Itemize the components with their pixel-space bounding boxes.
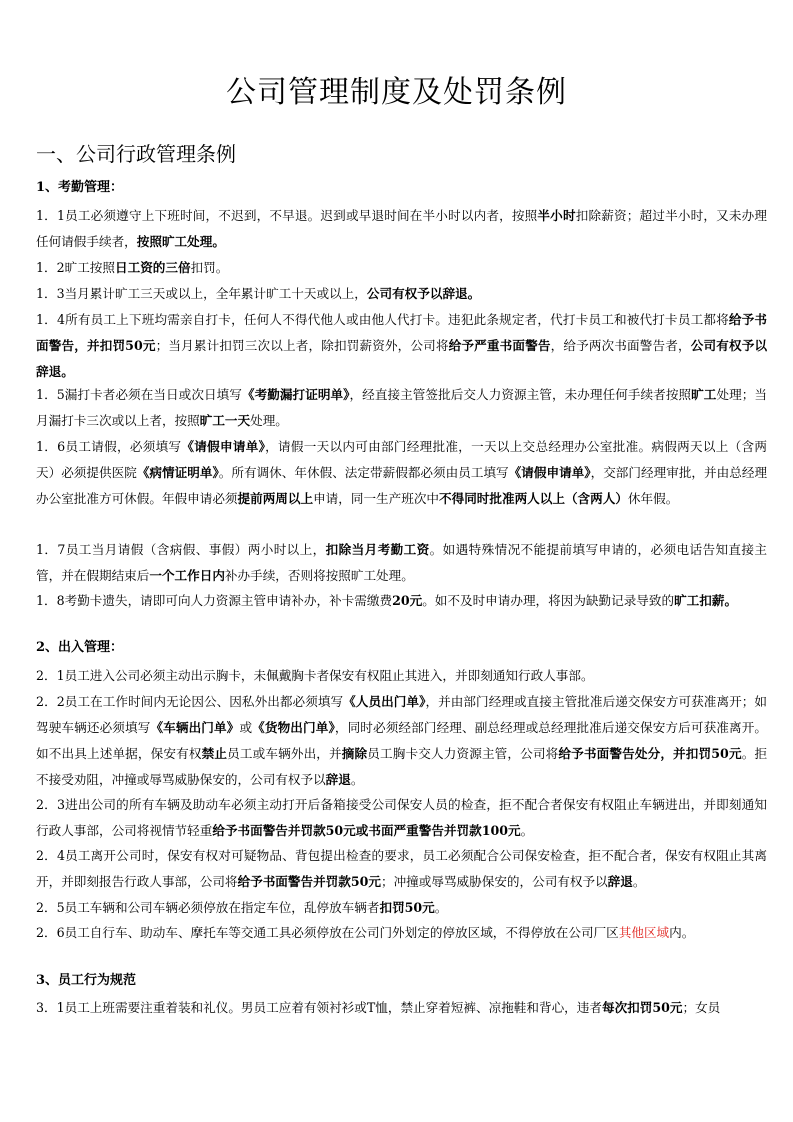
- bold-text-run: 《货物出门单》: [252, 720, 335, 735]
- text-run: 扣除薪资；超过半小时，又未办理任何请假手续者，: [36, 208, 768, 249]
- text-run: 处理。: [250, 413, 288, 428]
- bold-text-run: 《请假申请单》: [181, 439, 266, 454]
- text-run: 内。: [669, 925, 695, 940]
- document-title: 公司管理制度及处罚条例: [226, 75, 567, 110]
- text-run: 1．5漏打卡者必须在当日或次日填写: [36, 387, 242, 402]
- bold-text-run: 不得同时批准两人以上（含两人）: [439, 491, 628, 506]
- text-run: 1．4所有员工上下班均需亲自打卡，任何人不得代他人或由他人代打卡。违犯此条规定者，代打卡员工和被代打卡员工都将: [36, 312, 729, 327]
- text-run: 2．3进出公司的所有车辆及助动车必须主动打开后备箱接受公司保安人员的检查，拒不配合者保安有权阻止车辆进出，并即刻通知行政人事部，公司将视情节轻重: [36, 797, 767, 838]
- text-run: 3．1员工上班需要注重着装和礼仪。男员工应着有领衬衫或T恤，禁止穿着短裤、凉拖鞋和背心，违者: [36, 1000, 602, 1015]
- text-run: ；当月累计扣罚三次以上者，除扣罚薪资外，公司将: [155, 338, 449, 353]
- text-run: ，给予两次书面警告者，: [550, 338, 691, 353]
- bold-text-run: 禁止: [201, 746, 228, 761]
- bold-text-run: 旷工: [691, 387, 717, 402]
- section-heading-admin: 一、公司行政管理条例: [36, 142, 236, 166]
- text-run: 扣罚。: [190, 260, 229, 275]
- text-run: 处理；当月漏打卡三次或以上者，按照: [36, 387, 768, 428]
- bold-text-run: 给予书面警告处分，并扣罚50元: [558, 746, 742, 761]
- text-run: 1．6员工请假，必须填写: [36, 439, 182, 454]
- bold-text-run: 半小时: [537, 208, 576, 223]
- text-run: 2．5员工车辆和公司车辆必须停放在指定车位，乱停放车辆者: [36, 900, 380, 915]
- text-run: 1．1员工必须遵守上下班时间，不迟到，不早退。迟到或早退时间在半小时以内者，按照: [36, 208, 538, 223]
- text-run: ，并由部门经理或直接主管批准后递交保安方可获准离开；如驾驶车辆还必须填写: [36, 694, 768, 735]
- bold-text-run: 扣除当月考勤工资: [325, 542, 430, 557]
- bold-text-run: 给予书面警告并罚款50元或书面严重警告并罚款100元: [212, 823, 521, 838]
- paragraph-attendance-8: [36, 588, 767, 614]
- text-run: 2．4员工离开公司时，保安有权对可疑物品、背包提出检查的要求，员工必须配合公司保安检查，拒不配合者，保安有权阻止其离开，并即刻报告行政人事部，公司将: [36, 848, 767, 889]
- text-run: ，经直接主管签批后交人力资源主管，未办理任何手续者按照: [349, 387, 692, 402]
- paragraph-access-1: [36, 663, 767, 689]
- bold-text-run: 给予严重书面警告: [448, 338, 551, 353]
- paragraph-access-6: [36, 920, 767, 946]
- text-run: 2．1员工进入公司必须主动出示胸卡，未佩戴胸卡者保安有权阻止其进入，并即刻通知行政人事部。: [36, 668, 594, 683]
- paragraph-conduct-1: [36, 995, 767, 1021]
- text-run: ；女员: [682, 1000, 721, 1015]
- text-run: ，同时必须经部门经理、副总经理或总经理批准后递交保安方后可获准离开。如不出具上述单据，保安有权: [36, 720, 768, 761]
- text-run: 。如不及时申请办理，将因为缺勤记录导致的: [422, 593, 675, 608]
- bold-text-run: 日工资的三倍: [115, 260, 191, 275]
- heading-attendance: 1、考勤管理：: [36, 180, 124, 195]
- heading-conduct: 3、员工行为规范: [36, 973, 137, 988]
- bold-text-run: 扣罚50元: [379, 900, 435, 915]
- paragraph-attendance-6: [36, 434, 767, 512]
- paragraph-access-2: [36, 689, 767, 793]
- bold-text-run: 公司有权予以辞退。: [366, 286, 481, 301]
- bold-text-run: 一个工作日内: [149, 568, 225, 583]
- paragraph-access-4: [36, 843, 767, 895]
- bold-text-run: 摘除: [341, 746, 368, 761]
- highlighted-text-run: 其他区域: [618, 925, 670, 940]
- bold-text-run: 辞退: [607, 874, 633, 889]
- text-run: 员工或车辆外出，并: [227, 746, 342, 761]
- text-run: 员工胸卡交人力资源主管，公司将: [367, 746, 559, 761]
- bold-text-run: 《考勤漏打证明单》: [241, 387, 350, 402]
- bold-text-run: 《请假申请单》: [508, 465, 591, 480]
- text-run: 1．7员工当月请假（含病假、事假）两小时以上，: [36, 542, 326, 557]
- text-run: 2．2员工在工作时间内无论因公、因私外出都必须填写: [36, 694, 344, 709]
- text-run: 2．6员工自行车、助动车、摩托车等交通工具必须停放在公司门外划定的停放区域，不得停放在公司厂区: [36, 925, 619, 940]
- bold-text-run: 旷工一天: [199, 413, 251, 428]
- bold-text-run: 旷工扣薪。: [674, 593, 738, 608]
- text-run: 1．2旷工按照: [36, 260, 115, 275]
- paragraph-attendance-2: [36, 255, 767, 281]
- paragraph-attendance-7: [36, 537, 767, 589]
- text-run: 。: [350, 772, 364, 787]
- heading-access: 2、出入管理：: [36, 640, 124, 655]
- text-run: ；冲撞或辱骂威胁保安的，公司有权予以: [380, 874, 608, 889]
- text-run: 休年假。: [627, 491, 679, 506]
- bold-text-run: 《车辆出门单》: [150, 720, 240, 735]
- paragraph-attendance-1: [36, 203, 767, 255]
- bold-text-run: 每次扣罚50元: [601, 1000, 683, 1015]
- text-run: 1．8考勤卡遗失，请即可向人力资源主管申请补办，补卡需缴费: [36, 593, 393, 608]
- bold-text-run: 公司有权予以辞退。: [36, 338, 768, 379]
- text-run: 或: [239, 720, 253, 735]
- bold-text-run: 《人员出门单》: [343, 694, 426, 709]
- text-run: 补办手续，否则将按照旷工处理。: [224, 568, 414, 583]
- text-run: ，请假一天以内可由部门经理批准，一天以上交总经理办公室批准。病假两天以上（含两天）必须提供医院: [36, 439, 768, 480]
- paragraph-access-3: [36, 792, 767, 844]
- paragraph-attendance-5: [36, 382, 767, 434]
- text-run: 。拒不接受劝阻，冲撞或辱骂威胁保安的，公司有权予以: [36, 746, 768, 787]
- paragraph-attendance-3: [36, 281, 767, 307]
- bold-text-run: 按照旷工处理。: [136, 234, 225, 249]
- text-run: 。: [632, 874, 646, 889]
- text-run: 1．3当月累计旷工三天或以上，全年累计旷工十天或以上，: [36, 286, 367, 301]
- text-run: ，交部门经理审批，并由总经理办公室批准方可休假。年假申请必须: [36, 465, 768, 506]
- bold-text-run: 辞退: [325, 772, 351, 787]
- bold-text-run: 给予书面警告，并扣罚50元: [36, 312, 767, 353]
- bold-text-run: 给予书面警告并罚款50元: [237, 874, 381, 889]
- paragraph-access-5: [36, 895, 767, 921]
- text-run: 。所有调休、年休假、法定带薪假都必须由员工填写: [218, 465, 509, 480]
- text-run: 。: [520, 823, 534, 838]
- paragraph-attendance-4: [36, 307, 767, 385]
- text-run: 。: [434, 900, 448, 915]
- text-run: 申请，同一生产班次中: [313, 491, 439, 506]
- bold-text-run: 提前两周以上: [237, 491, 314, 506]
- bold-text-run: 20元: [392, 593, 423, 608]
- bold-text-run: 《病情证明单》: [136, 465, 219, 480]
- text-run: 。如遇特殊情况不能提前填写申请的，必须电话告知直接主管，并在假期结束后: [36, 542, 768, 583]
